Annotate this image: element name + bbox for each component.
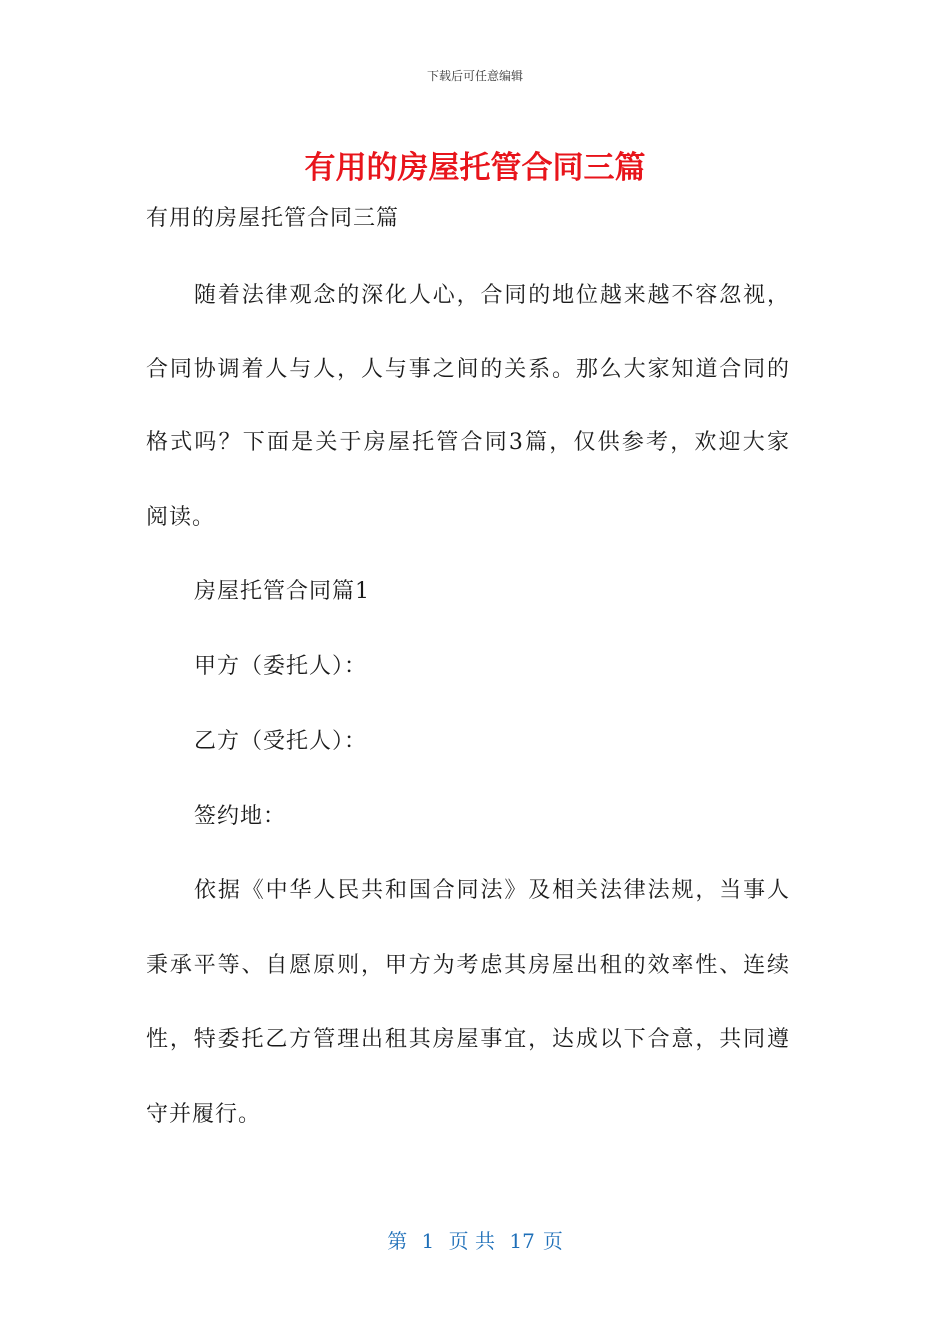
page-footer	[0, 1225, 950, 1254]
paragraph-line: 合同协调着人与人，人与事之间的关系。那么大家知道合同的	[146, 357, 790, 382]
header-note: 下载后可任意编辑	[426, 69, 523, 83]
party-a-line: 甲方（委托人）：	[194, 654, 368, 679]
party-b-line: 乙方（受托人）：	[194, 729, 368, 754]
footer-page-number: 1	[421, 1229, 435, 1253]
footer-middle: 页 共	[448, 1229, 495, 1253]
footer-suffix: 页	[542, 1229, 563, 1253]
section-heading: 房屋托管合同篇1	[194, 579, 370, 604]
footer-prefix: 第	[387, 1229, 408, 1253]
document-title: 有用的房屋托管合同三篇	[304, 150, 646, 186]
signing-place-line: 签约地：	[194, 804, 287, 829]
subtitle-line: 有用的房屋托管合同三篇	[146, 206, 400, 231]
paragraph-line: 守并履行。	[146, 1102, 262, 1127]
footer-total-pages: 17	[509, 1229, 535, 1253]
paragraph-line: 秉承平等、自愿原则，甲方为考虑其房屋出租的效率性、连续	[146, 953, 790, 978]
paragraph-line: 格式吗？下面是关于房屋托管合同3篇，仅供参考，欢迎大家	[146, 430, 790, 455]
paragraph-line: 性，特委托乙方管理出租其房屋事宜，达成以下合意，共同遵	[146, 1027, 790, 1052]
paragraph-line: 随着法律观念的深化人心，合同的地位越来越不容忽视，	[194, 283, 790, 308]
paragraph-line: 阅读。	[146, 505, 216, 530]
paragraph-line: 依据《中华人民共和国合同法》及相关法律法规，当事人	[194, 878, 790, 903]
